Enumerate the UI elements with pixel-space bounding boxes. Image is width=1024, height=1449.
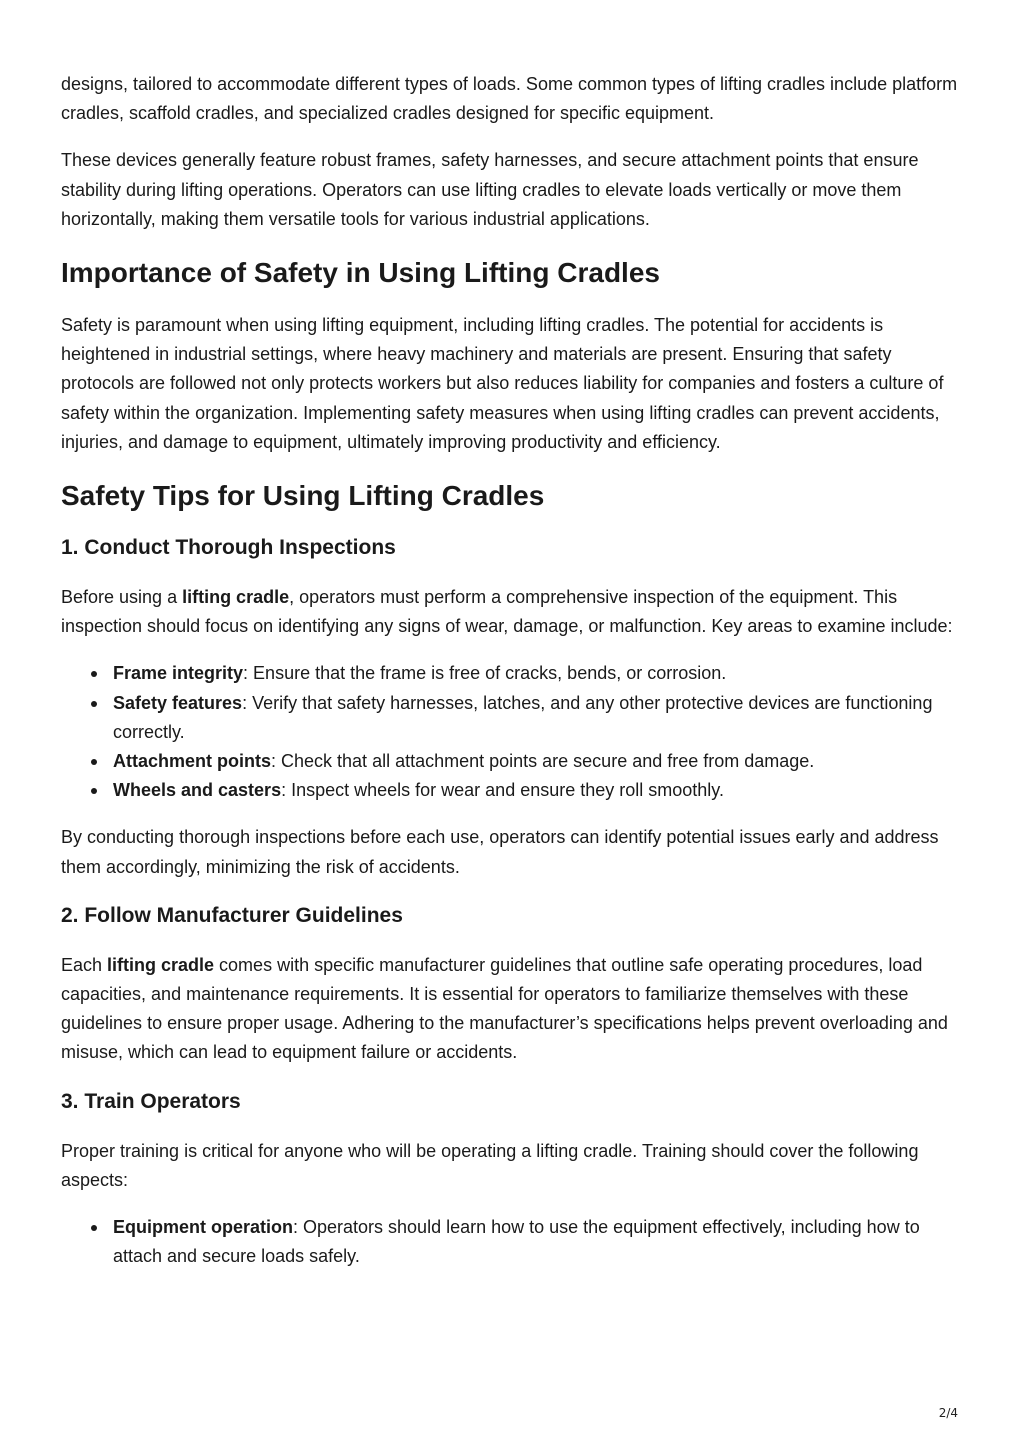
list-item bbox=[61, 747, 966, 776]
body-text-post: comes with specific manufacturer guidelines that outline safe operating procedures, load capacities, and maintenance requirements. It is essential for operators to familiarize themselves with these guidelines to ensure proper usage. Adhering to the manufacturer’s specifications helps prevent overloading and misuse, which can lead to equipment failure or accidents. bbox=[61, 954, 948, 1063]
bullet-icon bbox=[91, 671, 97, 677]
list-item bbox=[61, 1213, 966, 1271]
list-item-term: Wheels and casters bbox=[113, 780, 282, 801]
list-item-term: Attachment points bbox=[113, 751, 272, 772]
list-item-description: : Ensure that the frame is free of cracks, bends, or corrosion. bbox=[243, 663, 727, 684]
section-3-heading: 3. Train Operators bbox=[61, 1089, 241, 1113]
list-item-term: Equipment operation bbox=[113, 1217, 293, 1238]
training-list bbox=[61, 1213, 966, 1271]
section-1-outro: By conducting thorough inspections before each use, operators can identify potential issues early and address them accordingly, minimizing the risk of accidents. bbox=[61, 827, 939, 877]
intro-text-pre: Before using a bbox=[61, 587, 183, 608]
importance-paragraph: Safety is paramount when using lifting equipment, including lifting cradles. The potential for accidents is heightened in industrial settings, where heavy machinery and materials are present. Ensuring that safety protocols are followed not only protects workers but also reduces liability for companies and fosters a culture of safety within the organization. Implementing safety measures when using lifting cradles can prevent accidents, injuries, and damage to equipment, ultimately improving productivity and efficiency. bbox=[61, 315, 944, 452]
section-1-heading: 1. Conduct Thorough Inspections bbox=[61, 536, 396, 560]
importance-heading: Importance of Safety in Using Lifting Cradles bbox=[61, 257, 660, 289]
bullet-icon bbox=[91, 759, 97, 765]
section-2-paragraph bbox=[61, 951, 966, 1068]
intro-text-post: , operators must perform a comprehensive inspection of the equipment. This inspection should focus on identifying any signs of wear, damage, or malfunction. Key areas to examine include: bbox=[61, 587, 953, 637]
list-item-term: Frame integrity bbox=[113, 663, 244, 684]
section-1-intro bbox=[61, 583, 966, 641]
body-text-pre: Each bbox=[61, 954, 108, 975]
page-number: 2/4 bbox=[938, 1406, 958, 1420]
bullet-icon bbox=[91, 1225, 97, 1231]
list-item-description: : Inspect wheels for wear and ensure they roll smoothly. bbox=[281, 780, 724, 801]
lifting-cradle-emphasis: lifting cradle bbox=[107, 954, 215, 975]
section-2-heading: 2. Follow Manufacturer Guidelines bbox=[61, 903, 403, 927]
list-item-description: : Verify that safety harnesses, latches, and any other protective devices are functioning correctly. bbox=[113, 692, 933, 742]
list-item bbox=[61, 689, 966, 747]
lifting-cradle-emphasis: lifting cradle bbox=[182, 587, 290, 608]
list-item-description: : Operators should learn how to use the equipment effectively, including how to attach and secure loads safely. bbox=[113, 1217, 920, 1267]
section-3-intro: Proper training is critical for anyone who will be operating a lifting cradle. Training should cover the following aspects: bbox=[61, 1140, 919, 1190]
document-page bbox=[61, 70, 966, 1271]
safety-tips-heading: Safety Tips for Using Lifting Cradles bbox=[61, 480, 545, 512]
list-item bbox=[61, 659, 966, 688]
inspection-list bbox=[61, 659, 966, 805]
intro-paragraph-1: designs, tailored to accommodate different types of loads. Some common types of lifting cradles include platform cradles, scaffold cradles, and specialized cradles designed for specific equipment. bbox=[61, 74, 958, 124]
bullet-icon bbox=[91, 701, 97, 707]
bullet-icon bbox=[91, 788, 97, 794]
list-item-description: : Check that all attachment points are secure and free from damage. bbox=[271, 751, 815, 772]
list-item-term: Safety features bbox=[113, 692, 243, 713]
list-item bbox=[61, 776, 966, 805]
intro-paragraph-2: These devices generally feature robust frames, safety harnesses, and secure attachment points that ensure stability during lifting operations. Operators can use lifting cradles to elevate loads vertically or move them horizontally, making them versatile tools for various industrial applications. bbox=[61, 150, 919, 229]
